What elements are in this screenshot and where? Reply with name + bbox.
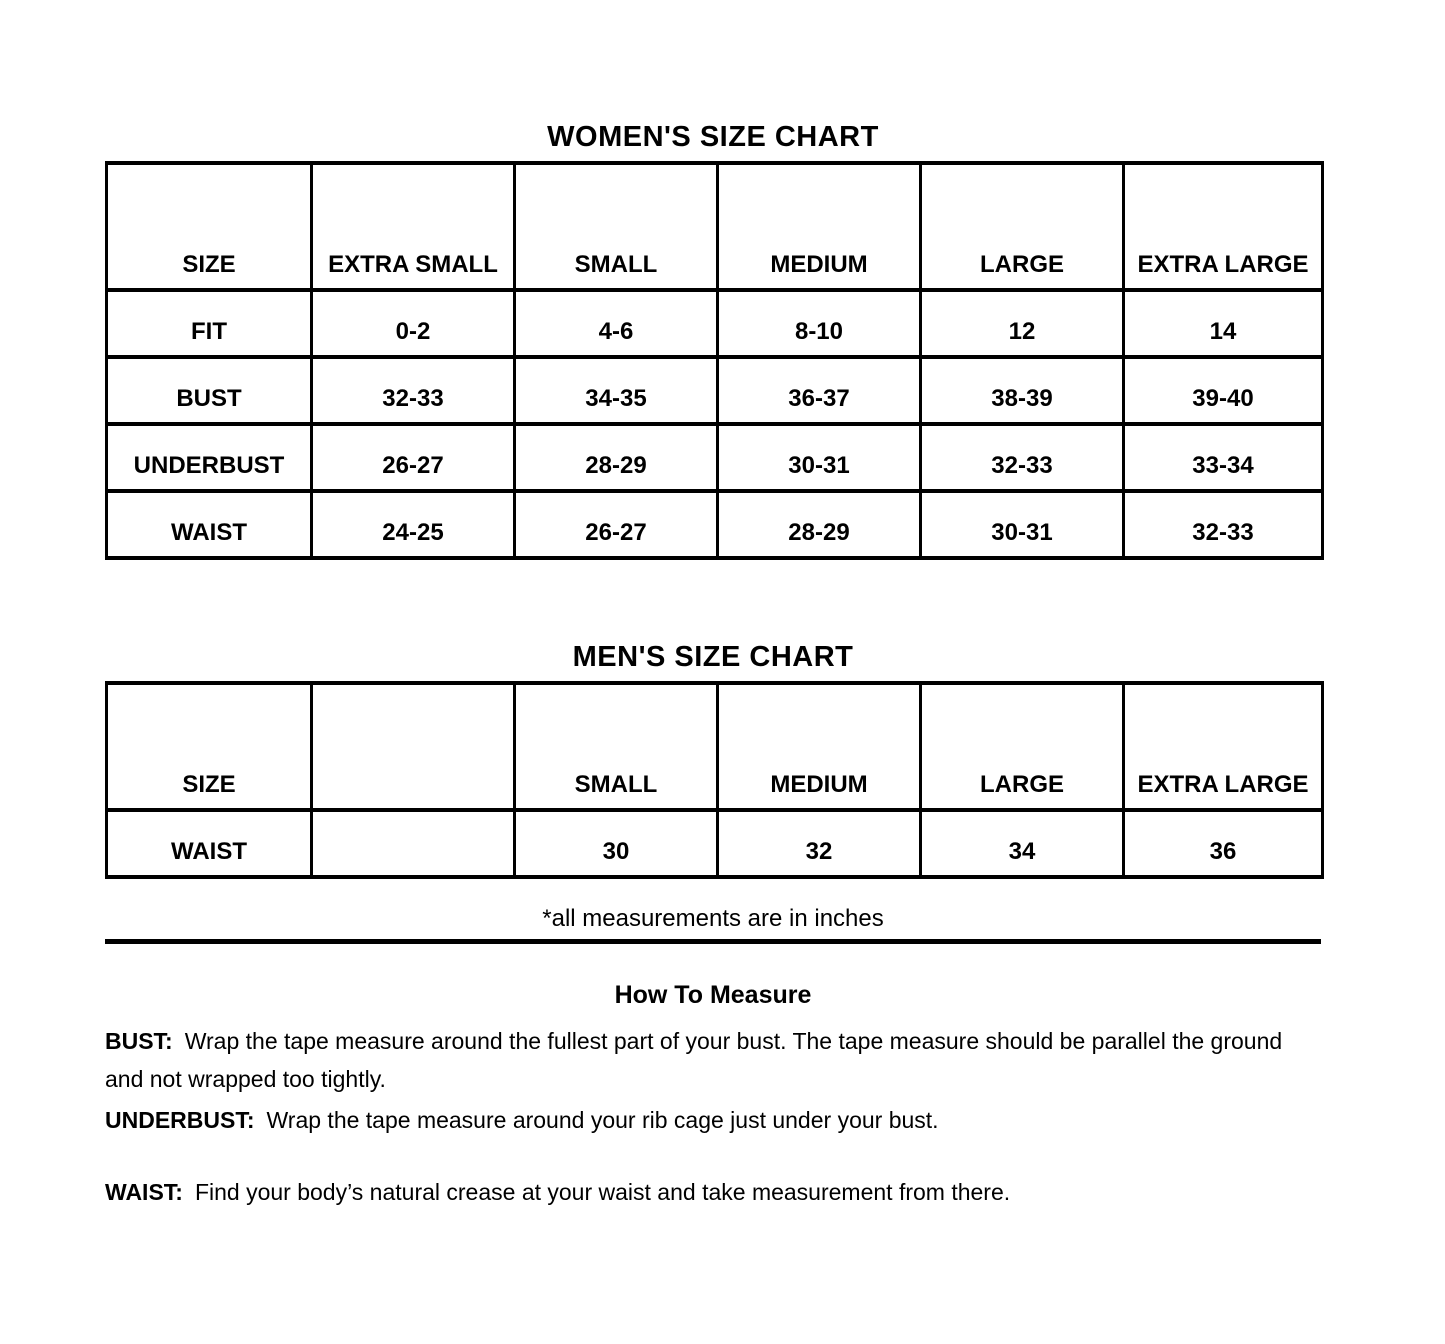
value-cell: 26-27 — [515, 491, 718, 558]
underbust-text: Wrap the tape measure around your rib cage just under your bust. — [266, 1107, 939, 1133]
value-cell-empty — [312, 810, 515, 877]
bust-instruction — [105, 1022, 1321, 1098]
value-cell: 24-25 — [312, 491, 515, 558]
value-cell: 0-2 — [312, 290, 515, 357]
value-cell: 8-10 — [718, 290, 921, 357]
value-cell: 33-34 — [1124, 424, 1323, 491]
underbust-label: UNDERBUST: — [105, 1107, 255, 1133]
mens-size-table — [105, 681, 1324, 879]
column-header-medium: MEDIUM — [718, 163, 921, 290]
table-row-bust — [107, 357, 1323, 424]
value-cell: 28-29 — [515, 424, 718, 491]
row-label-cell: UNDERBUST — [107, 424, 312, 491]
column-header-small: SMALL — [515, 163, 718, 290]
column-header-medium: MEDIUM — [718, 683, 921, 810]
column-header-large: LARGE — [921, 163, 1124, 290]
value-cell: 30-31 — [718, 424, 921, 491]
row-label-cell: WAIST — [107, 810, 312, 877]
value-cell: 32 — [718, 810, 921, 877]
value-cell: 12 — [921, 290, 1124, 357]
waist-instruction — [105, 1173, 1321, 1211]
column-header-large: LARGE — [921, 683, 1124, 810]
column-header-size: SIZE — [107, 683, 312, 810]
value-cell: 32-33 — [1124, 491, 1323, 558]
mens-chart-title: MEN'S SIZE CHART — [572, 641, 854, 673]
womens-size-table — [105, 161, 1324, 560]
how-to-measure-heading: How To Measure — [614, 981, 812, 1009]
bust-text-line1: Wrap the tape measure around the fullest part of your bust. The tape measure should be parallel the ground — [184, 1028, 1283, 1054]
bust-text-line2: and not wrapped too tightly. — [105, 1066, 386, 1092]
row-label-cell: WAIST — [107, 491, 312, 558]
page-content — [105, 120, 1321, 1211]
waist-label: WAIST: — [105, 1179, 183, 1205]
womens-header-row — [107, 163, 1323, 290]
value-cell: 38-39 — [921, 357, 1124, 424]
table-row-fit — [107, 290, 1323, 357]
measurements-footnote: *all measurements are in inches — [542, 905, 884, 932]
table-row-waist — [107, 810, 1323, 877]
value-cell: 14 — [1124, 290, 1323, 357]
column-header-extra-large: EXTRA LARGE — [1124, 683, 1323, 810]
value-cell: 34-35 — [515, 357, 718, 424]
divider-line — [105, 939, 1321, 944]
column-header-extra-small: EXTRA SMALL — [312, 163, 515, 290]
value-cell: 30 — [515, 810, 718, 877]
value-cell: 28-29 — [718, 491, 921, 558]
bust-label: BUST: — [105, 1028, 173, 1054]
value-cell: 32-33 — [312, 357, 515, 424]
waist-text: Find your body’s natural crease at your waist and take measurement from there. — [194, 1179, 1011, 1205]
column-header-extra-large: EXTRA LARGE — [1124, 163, 1323, 290]
value-cell: 36-37 — [718, 357, 921, 424]
value-cell: 26-27 — [312, 424, 515, 491]
value-cell: 32-33 — [921, 424, 1124, 491]
mens-header-row — [107, 683, 1323, 810]
row-label-cell: FIT — [107, 290, 312, 357]
value-cell: 4-6 — [515, 290, 718, 357]
value-cell: 34 — [921, 810, 1124, 877]
table-row-waist — [107, 491, 1323, 558]
column-header-empty — [312, 683, 515, 810]
column-header-small: SMALL — [515, 683, 718, 810]
value-cell: 39-40 — [1124, 357, 1323, 424]
row-label-cell: BUST — [107, 357, 312, 424]
column-header-size: SIZE — [107, 163, 312, 290]
table-row-underbust — [107, 424, 1323, 491]
womens-chart-title: WOMEN'S SIZE CHART — [547, 121, 879, 153]
value-cell: 30-31 — [921, 491, 1124, 558]
underbust-instruction — [105, 1101, 1321, 1139]
value-cell: 36 — [1124, 810, 1323, 877]
